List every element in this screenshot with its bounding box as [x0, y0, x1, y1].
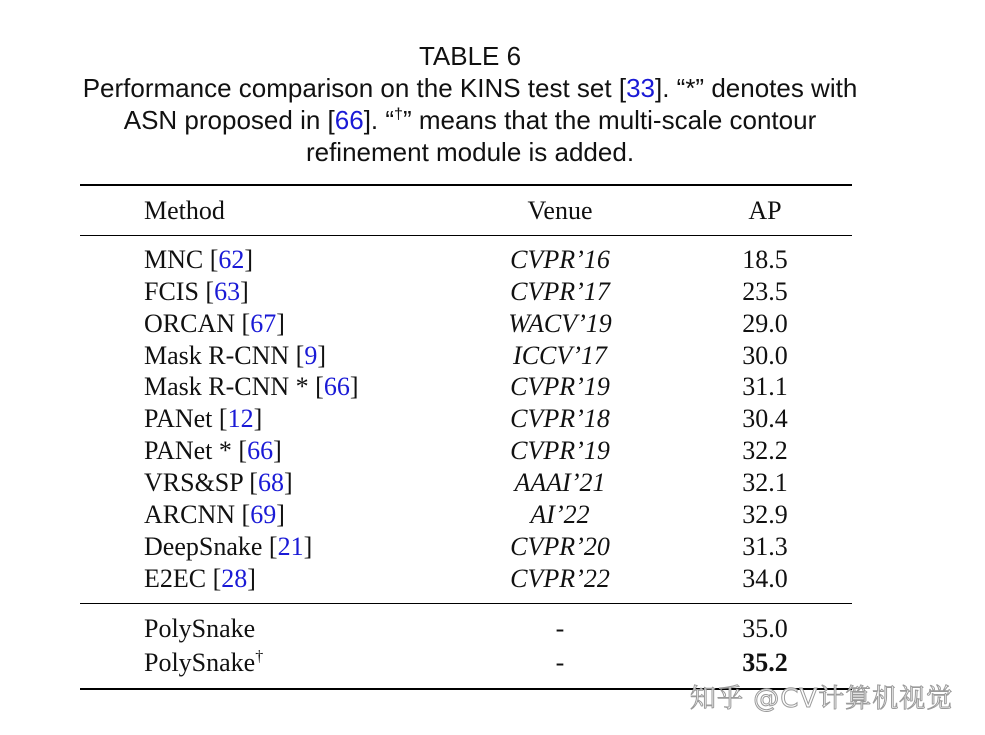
- method-name: E2EC: [144, 563, 207, 593]
- caption-line-2: [0, 104, 940, 136]
- citation-link[interactable]: 12: [227, 404, 254, 434]
- ap-cell: 30.4: [742, 404, 788, 434]
- method-name: MNC: [144, 245, 204, 274]
- method-cell: [144, 403, 262, 435]
- ap-cell: 32.1: [742, 467, 788, 497]
- watermark: 知乎 @CV计算机视觉: [690, 684, 954, 714]
- method-cell: [144, 244, 253, 276]
- ap-cell: 34.0: [742, 563, 788, 593]
- venue-cell: WACV’19: [508, 308, 612, 338]
- header-rule: [80, 235, 852, 236]
- ap-cell: 32.2: [742, 436, 788, 466]
- venue-cell: CVPR’18: [510, 404, 610, 434]
- method-name: ARCNN: [144, 499, 236, 529]
- citation-link[interactable]: 69: [250, 499, 277, 529]
- method-name: FCIS: [144, 276, 199, 306]
- bracket: ]: [349, 372, 359, 402]
- bracket: [: [262, 531, 278, 561]
- bracket: ]: [240, 276, 249, 306]
- method-name: ORCAN: [144, 308, 236, 338]
- venue-cell: CVPR’19: [510, 372, 610, 402]
- caption-text: Performance comparison on the KINS test set [: [82, 73, 627, 103]
- citation-link[interactable]: 33: [626, 73, 655, 103]
- method-cell: [144, 371, 359, 403]
- method-cell: [144, 499, 285, 531]
- ap-cell: 31.3: [742, 531, 788, 561]
- venue-cell: AAAI’21: [514, 467, 606, 497]
- venue-cell: -: [555, 648, 565, 677]
- method-cell: [144, 531, 312, 563]
- citation-link[interactable]: 62: [218, 245, 245, 274]
- bracket: [: [203, 245, 219, 274]
- bracket: ]: [276, 308, 285, 338]
- ap-cell: 31.1: [742, 372, 788, 402]
- citation-link[interactable]: 63: [214, 276, 241, 306]
- citation-link[interactable]: 9: [304, 340, 318, 370]
- table-title: TABLE 6: [418, 41, 522, 71]
- citation-link[interactable]: 28: [221, 563, 248, 593]
- venue-cell: -: [555, 614, 565, 643]
- method-cell: [144, 435, 282, 467]
- bracket: [: [235, 499, 251, 529]
- caption-line-1: [0, 72, 940, 104]
- bracket: ]: [244, 245, 254, 274]
- method-cell: [144, 308, 285, 340]
- venue-cell: ICCV’17: [513, 340, 607, 370]
- method-cell: [144, 563, 256, 595]
- dagger-mark: †: [394, 106, 403, 123]
- venue-cell: CVPR’17: [510, 276, 610, 306]
- bracket: ]: [283, 467, 293, 497]
- ap-cell: 30.0: [742, 340, 788, 370]
- caption-text: ” means that the multi-scale contour: [402, 105, 817, 135]
- bracket: [: [235, 308, 251, 338]
- venue-cell: AI’22: [530, 499, 590, 529]
- caption-line-3: refinement module is added.: [305, 137, 635, 167]
- method-cell: [144, 467, 293, 499]
- method-name: PolySnake: [144, 648, 256, 677]
- method-name: VRS&SP: [144, 467, 243, 497]
- bracket: ]: [276, 499, 285, 529]
- method-name: PANet: [144, 404, 213, 434]
- ap-cell: 32.9: [742, 499, 788, 529]
- bracket: [: [212, 404, 228, 434]
- dagger-mark: †: [255, 648, 264, 665]
- method-cell: [144, 276, 249, 308]
- venue-cell: CVPR’16: [510, 245, 610, 274]
- bracket: [: [231, 436, 248, 466]
- table-caption: [0, 40, 940, 168]
- ap-cell: 35.0: [742, 614, 788, 643]
- bracket: [: [289, 340, 305, 370]
- citation-link[interactable]: 66: [323, 372, 350, 402]
- ap-cell: 35.2: [742, 648, 788, 677]
- bracket: [: [308, 372, 324, 402]
- caption-text: ]. “: [363, 105, 395, 135]
- citation-link[interactable]: 67: [250, 308, 277, 338]
- citation-link[interactable]: 68: [257, 467, 284, 497]
- ap-cell: 29.0: [742, 308, 788, 338]
- caption-text: ASN proposed in [: [123, 105, 335, 135]
- citation-link[interactable]: 21: [277, 531, 304, 561]
- top-rule: [80, 184, 852, 186]
- bracket: ]: [253, 404, 263, 434]
- method-name: Mask R-CNN *: [144, 372, 309, 402]
- bracket: [: [206, 563, 222, 593]
- method-cell: [144, 340, 326, 372]
- header-ap: AP: [748, 196, 782, 225]
- header-venue: Venue: [527, 196, 593, 225]
- method-cell: [144, 647, 263, 679]
- bracket: ]: [303, 531, 313, 561]
- venue-cell: CVPR’20: [510, 531, 610, 561]
- method-name: PANet *: [144, 436, 232, 466]
- citation-link[interactable]: 66: [247, 436, 274, 466]
- ap-cell: 23.5: [742, 276, 788, 306]
- ap-cell: 18.5: [742, 245, 788, 274]
- citation-link[interactable]: 66: [334, 105, 364, 135]
- bracket: [: [198, 276, 215, 306]
- method-name: DeepSnake: [144, 531, 263, 561]
- bracket: ]: [247, 563, 256, 593]
- mid-rule: [80, 603, 852, 604]
- method-cell: [144, 613, 255, 645]
- header-method: Method: [144, 196, 225, 225]
- venue-cell: CVPR’22: [510, 563, 610, 593]
- caption-text: ]. “*” denotes with: [654, 73, 858, 103]
- bracket: ]: [273, 436, 282, 466]
- venue-cell: CVPR’19: [510, 436, 610, 466]
- bracket: ]: [317, 340, 327, 370]
- method-name: Mask R-CNN: [144, 340, 290, 370]
- method-name: PolySnake: [144, 614, 256, 643]
- bracket: [: [242, 467, 258, 497]
